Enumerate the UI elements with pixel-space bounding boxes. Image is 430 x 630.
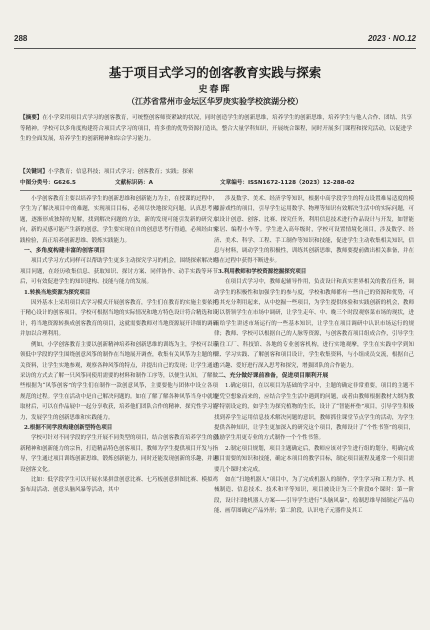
author-affiliation: （江苏省常州市金坛区华罗庚实验学校滨湖分校） (127, 96, 303, 106)
paragraph: 涉及数学、美术、经济学等知识，根据中高学段学生的特点设置难易适度的模拟游戏性的项目，引导学生运用数学、物理等知识有效解决生活中的实际问题，可以设计创意、创客、比赛、探究任务，利用信息技术进行作品设计与开发，如智能家居、编程小车等。学生进入高年级时，学校可设置情境化项目，涉及数学、经济、美术、科学、工程、手工制作等知识和技能，促进学生主动收集相关知识，信息与材料，调动学生的积极性，训练其创新思维，教师要提前做出相关准备，并在将在过程中获得不断进步。 (214, 196, 414, 265)
paragraph: 如在“扫地机器人”项目中，为了完成机器人的制作，学生学习和工程力学、机械制造、信息技术、技术和平等知识，项目被设计为三个阶段6个课时：第一阶段，设计扫地机器人方案——引导学生进行“头脑风暴”，绘制思维导图制定产品功能、画草图确定产品外形；第二阶段，认识电子元器件及其工 (214, 476, 414, 515)
paragraph: 项目式学习方式同样可以帮助学生更多主动探究学习的机会，围绕探索解决的项目问题，在经历收集信息、获取知识、探讨方案、同伴协作、动手实践等环节后，可有效促进学生的知识建构、技能与能力的发展。 (20, 258, 218, 286)
abstract-text: 在小学采用项目式学习的创客教育，可统整创客师资紧缺的状况，同时创造学生的创新思维，培养学生的创新思维，培养学生与他人合作、团结、共享等精神。学校可以多角度构建符合项目式学习的项目，将多重的优势资源打造出，整合大量学科知识，开展统合课程，同时开展多门课程和探究活动，以促进学生的全面发展，培养学生的创新精神和综合学习能力。 (20, 115, 412, 142)
paragraph: 例如，小学创客教育主要以创新精神培养和创新思维的训练为主，学校可以带领低中学段的学生围绕创意风筝的制作在当地展开调查，收集有关风筝为主题的相关资料，让学生实地参观，观察各种风筝的特点，并提出自己的发现；让学生通过采访的方式去了解一只风筝同使用需要的材料和制作工序等，以便生认知，了解做些根据为“风筝创客”的学生们在制作一款创意风筝，主要要他与团体中设立各项规范的过程。学生在活动中是自己解决问题的。如在了解了解各种风筝当身中就地取材后，可以在作品展中一起分享收获，培养他们团队合作的精神、探究性学习能力，发展学生的创新思维和实践能力。 (20, 341, 218, 421)
keywords-text: 小学教育；信息科技；项目式学习；创客教育；实践；探索 (47, 169, 194, 175)
page-number: 288 (14, 34, 28, 43)
paragraph: 学校可针对不同学段的学生开展不同类型的项目，结合创客教育培养学生的创新精神和创新能力的宗旨，打造精品特色创客项目，教师为学生提供项目开发与指导，学生通过项目训练创新思维，锻炼创新能力，同时还能发现创新的乐趣，并建设创客文化。 (20, 435, 218, 473)
clc-number: 中图分类号：G626.5 (20, 180, 76, 186)
paragraph: 因外基本上采用项目式学习模式开展创客教育，学生们在教育的实施主要依托于精心设计的创客项目，学校可根据当地的实际情况和地方特色设计符合精选和设计，将当地资源转换成创客教育的项目，这就需要教师对当地资源展开详细的调研并加以合理利用。 (20, 300, 218, 338)
section-heading: 1.转换当地资源为探究项目 (24, 289, 91, 296)
article-title: 基于项目式学习的创客教育实践与探索 (108, 65, 322, 80)
paragraph: 2.制定项目规划，项目主题确定后，教师应该对学生进行组的划分，明确完成项目需要的知识和技能，确定本项目的教学目标，制定项目流程及通常一个项目需要几个课时来完成。 (214, 445, 414, 473)
paragraph: 小学创客教育主要以培养学生的创新思维和创新能力为主，在授课的过程中，学生为了解决项目中的难题，实现项目目标，必须尽快地探究问题，认真思考问题，逐渐形成独特的见解，找到解决问题的方法，新的发现可能引发新的研究方向，新的灵感可能产生新的创意，学生要实现在自的创意思考行得通，必须经由实践检验，真正培养创新思维、锻炼实践能力。 (20, 196, 218, 244)
article-author: 史春晖 (198, 85, 232, 95)
section-heading: 一、多角度构建丰富的创客项目 (24, 248, 106, 255)
body-column-right (214, 194, 414, 622)
abstract (20, 113, 412, 166)
paragraph: 比如：低学段学生可以开展水果拼盘创意比赛、七巧板创意拼图比赛、模拟鸡蛋布局活动、创意头脑风暴等活动，其中 (20, 476, 218, 494)
journal-issue: 2023 · NO.12 (367, 34, 416, 43)
document-code: 文献标识码：A (115, 180, 153, 186)
section-heading: 2.根据不同学段构建创新型特色项目 (24, 424, 113, 431)
section-heading: 3.利用教师和学校资源挖掘探究项目 (218, 268, 307, 275)
body-column-left (20, 194, 218, 622)
abstract-label: 【摘要】 (20, 115, 43, 121)
paragraph: 在项目式学习中，教师起辅导作用，负责设计和真实世界相关的教育任务，调动学生的积极性和加强学生的参与度，学校和教师都有一些自己的资源和优势，可将其充分利用起来，从中挖掘一些项目，为学生提供体验和实践创新的机会，教师可以帮领学生在市场中调研，让学生走年、中、晚三个时段观察菜市场的现状，进而给学生讲述市场运行的一些基本知识，让学生在项目调研中认识市场运行的规律；教师、学校可以根据自己的人脉等资源，与创客教育项目组成合作，引导学生前往工厂、科技馆、各地的专业创客机构，进行实地观摩，学生在实践中学到知识、学习实践、了解创客和项目设计，学生收集资料，与小组成员交流，根据自己的兴趣、爱好进行深入思考和探究，增强团队的合作能力。 (214, 279, 414, 369)
keywords-label: 【关键词】 (20, 169, 48, 175)
article-number: 文章编号：ISSN1672-1128（2023）12-288-02 (220, 180, 355, 186)
section-heading: 二、充分做好课前准备，促进项目顺利开展 (218, 372, 329, 379)
keywords (20, 168, 412, 176)
paragraph: 1.确定项目，在以项目为基础的学习中，主题的确定非常重要，项目的主题不是凭空想象而来的，应结合学生生活中遇到的问题，或者由教师根据教材大纲为教学特别设定的，如学生为探究植物的生长，设计了“智能杯垫”项目，引导学生积极找到养学生运用信息技术解决问题的意识，教师抓住课堂节点学生的活动，为学生提供各种知识，让学生更加深入的研究这个项目，教师设计了“个性书签”的项目，鼓励学生用更专业的方式制作一个个性书签。 (214, 383, 414, 442)
divider (20, 190, 412, 191)
article-metadata (20, 178, 412, 187)
running-header (14, 34, 416, 49)
